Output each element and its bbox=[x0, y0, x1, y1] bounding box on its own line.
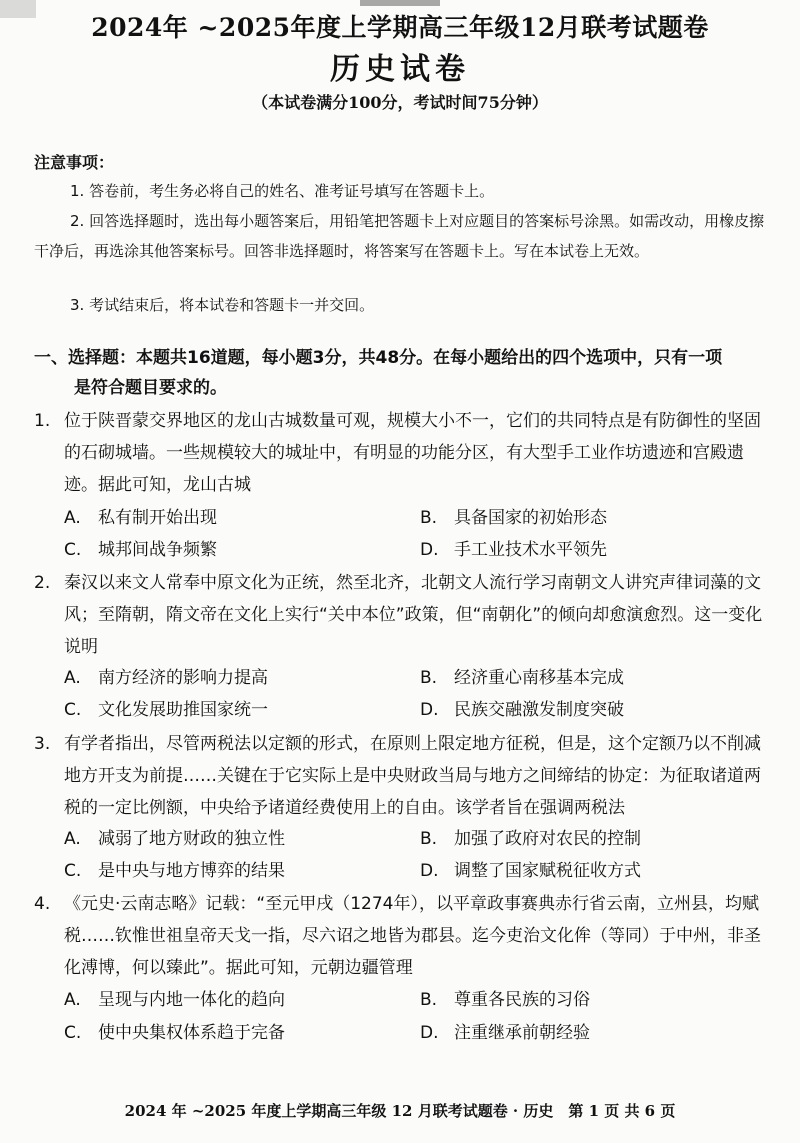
section-heading-line2: 是符合题目要求的。 bbox=[74, 378, 227, 398]
question-2-stem bbox=[34, 567, 776, 663]
question-4-option-b: B. 尊重各民族的习俗 bbox=[420, 990, 590, 1010]
question-3-option-d: D. 调整了国家赋税征收方式 bbox=[420, 861, 641, 881]
question-2-option-a: A. 南方经济的影响力提高 bbox=[64, 668, 268, 688]
section-heading bbox=[34, 343, 774, 403]
question-2-option-d: D. 民族交融激发制度突破 bbox=[420, 700, 624, 720]
question-text: 有学者指出，尽管两税法以定额的形式，在原则上限定地方征税，但是，这个定额乃以不削减地方开支为前提……关键在于它实际上是中央财政当局与地方之间缔结的协定：为征取诸道两税的一定比例额，中央给予诸道经费使用上的自由。该学者旨在强调两税法 bbox=[64, 734, 761, 818]
binding-mark bbox=[360, 0, 440, 6]
question-2-option-b: B. 经济重心南移基本完成 bbox=[420, 668, 624, 688]
notice-item: 2. 回答选择题时，选出每小题答案后，用铅笔把答题卡上对应题目的答案标号涂黑。如需改动，用橡皮擦干净后，再选涂其他答案标号。回答非选择题时，将答案写在答题卡上。写在本试卷上无效。 bbox=[34, 212, 765, 260]
question-text: 《元史·云南志略》记载：“至元甲戌（1274年），以平章政事赛典赤行省云南，立州县，均赋税……钦惟世祖皇帝天戈一指，尽六诏之地皆为郡县。迄今吏治文化侔（等同）于中州，非圣化溥博，何以臻此”。据此可知，元朝边疆管理 bbox=[64, 894, 761, 978]
question-3-option-b: B. 加强了政府对农民的控制 bbox=[420, 829, 641, 849]
question-text: 秦汉以来文人常奉中原文化为正统，然至北齐，北朝文人流行学习南朝文人讲究声律词藻的文风；至隋朝，隋文帝在文化上实行“关中本位”政策，但“南朝化”的倾向却愈演愈烈。这一变化说明 bbox=[64, 573, 763, 657]
question-number: 4. bbox=[34, 894, 51, 914]
question-1-option-d: D. 手工业技术水平领先 bbox=[420, 540, 607, 560]
question-1-option-b: B. 具备国家的初始形态 bbox=[420, 508, 607, 528]
exam-info: （本试卷满分100分，考试时间75分钟） bbox=[252, 93, 548, 112]
notice-item: 3. 考试结束后，将本试卷和答题卡一并交回。 bbox=[70, 296, 375, 314]
exam-title: 2024年 ~2025年度上学期高三年级12月联考试题卷 bbox=[91, 13, 709, 42]
question-3-option-a: A. 减弱了地方财政的独立性 bbox=[64, 829, 285, 849]
page-footer: 2024 年 ~2025 年度上学期高三年级 12 月联考试题卷 · 历史 第 1 页 共 6 页 bbox=[124, 1102, 676, 1120]
question-number: 2. bbox=[34, 573, 51, 593]
question-3-stem bbox=[34, 728, 776, 824]
notice-heading: 注意事项： bbox=[34, 153, 115, 172]
question-3-option-c: C. 是中央与地方博弈的结果 bbox=[64, 861, 285, 881]
question-number: 1. bbox=[34, 411, 51, 431]
question-text: 位于陕晋蒙交界地区的龙山古城数量可观，规模大小不一，它们的共同特点是有防御性的坚固的石砌城墙。一些规模较大的城址中，有明显的功能分区，有大型手工业作坊遗迹和宫殿遗迹。据此可知，龙山古城 bbox=[64, 411, 761, 495]
question-2-option-c: C. 文化发展助推国家统一 bbox=[64, 700, 268, 720]
question-1-stem bbox=[34, 405, 776, 501]
question-4-stem bbox=[34, 888, 776, 984]
question-4-option-d: D. 注重继承前朝经验 bbox=[420, 1023, 590, 1043]
question-4-option-a: A. 呈现与内地一体化的趋向 bbox=[64, 990, 285, 1010]
question-1-option-c: C. 城邦间战争频繁 bbox=[64, 540, 217, 560]
question-1-option-a: A. 私有制开始出现 bbox=[64, 508, 217, 528]
question-number: 3. bbox=[34, 734, 51, 754]
question-4-option-c: C. 使中央集权体系趋于完备 bbox=[64, 1023, 285, 1043]
notice-item: 1. 答卷前，考生务必将自己的姓名、准考证号填写在答题卡上。 bbox=[70, 182, 495, 200]
section-heading-line1: 一、选择题：本题共16道题，每小题3分，共48分。在每小题给出的四个选项中，只有一项 bbox=[34, 348, 723, 368]
subject-title: 历史试卷 bbox=[330, 52, 470, 87]
